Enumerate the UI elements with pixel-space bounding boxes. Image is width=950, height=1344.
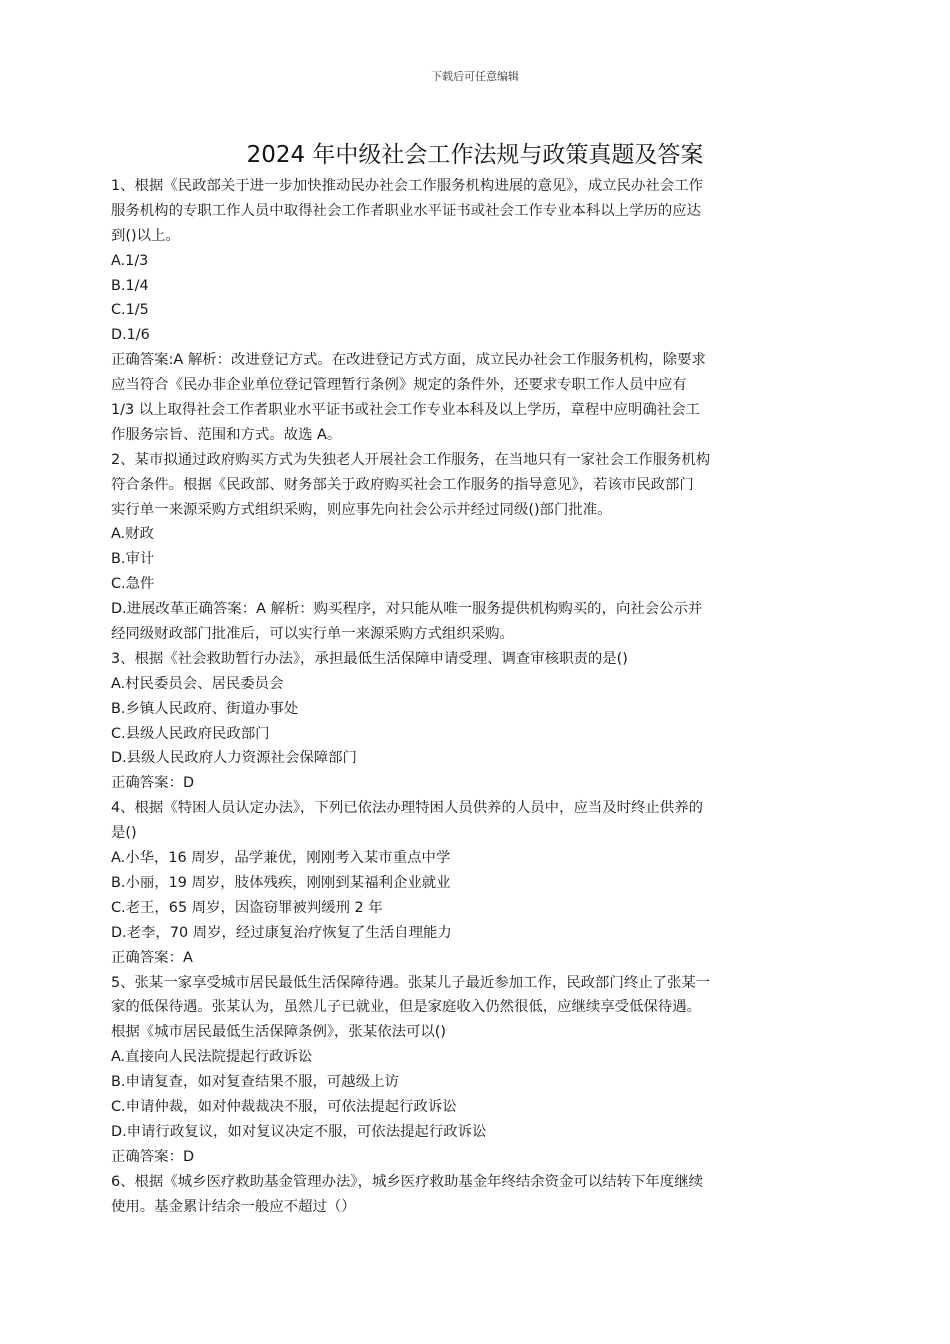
text-line: 6、根据《城乡医疗救助基金管理办法》，城乡医疗救助基金年终结余资金可以结转下年度继续 [111,1173,703,1190]
text-line: 服务机构的专职工作人员中取得社会工作者职业水平证书或社会工作专业本科以上学历的应达 [111,202,702,219]
option-line: D.1/6 [111,327,150,344]
option-line: C.1/5 [111,302,149,319]
text-line: 使用。基金累计结余一般应不超过（） [111,1198,356,1215]
text-line: 1、根据《民政部关于进一步加快推动民办社会工作服务机构进展的意见》，成立民办社会工作 [111,178,703,194]
answer-line: 正确答案:A 解析：改进登记方式。在改进登记方式方面，成立民办社会工作服务机构，除要求 [111,352,706,369]
option-line: B.审计 [111,551,155,568]
option-line: B.小丽，19 周岁，肢体残疾，刚刚到某福利企业就业 [111,874,451,891]
answer-line: 1/3 以上取得社会工作者职业水平证书或社会工作专业本科及以上学历，章程中应明确社会工 [111,402,700,419]
option-line: A.直接向人民法院提起行政诉讼 [111,1049,313,1066]
text-line: 是() [111,825,137,842]
text-line: 根据《城市居民最低生活保障条例》，张某依法可以() [111,1024,447,1041]
answer-line: 正确答案：D [111,1148,195,1165]
document-body [111,174,811,1219]
option-line: C.老王，65 周岁，因盗窃罪被判缓刑 2 年 [111,899,383,916]
answer-line: 应当符合《民办非企业单位登记管理暂行条例》规定的条件外，还要求专职工作人员中应有 [111,377,687,394]
text-line: 符合条件。根据《民政部、财务部关于政府购买社会工作服务的指导意见》，若该市民政部门 [111,476,694,493]
option-line: C.申请仲裁，如对仲裁裁决不服，可依法提起行政诉讼 [111,1098,457,1115]
answer-line: 经同级财政部门批准后，可以实行单一来源采购方式组织采购。 [111,626,514,643]
option-line: C.急件 [111,576,155,593]
option-line: A.财政 [111,526,154,543]
text-line: 2、某市拟通过政府购买方式为失独老人开展社会工作服务，在当地只有一家社会工作服务机构 [111,451,711,468]
option-line: C.县级人民政府民政部门 [111,725,270,742]
page-header: 下载后可任意编辑 [431,70,519,83]
option-line: D.进展改革正确答案：A 解析：购买程序，对只能从唯一服务提供机构购买的，向社会公示并 [111,601,703,618]
option-line: B.1/4 [111,277,149,294]
text-line: 5、张某一家享受城市居民最低生活保障待遇。张某儿子最近参加工作，民政部门终止了张某一 [111,974,711,991]
option-line: D.申请行政复议，如对复议决定不服，可依法提起行政诉讼 [111,1123,487,1140]
option-line: D.老李，70 周岁，经过康复治疗恢复了生活自理能力 [111,924,452,941]
document-title: 2024 年中级社会工作法规与政策真题及答案 [246,142,704,168]
answer-line: 正确答案：D [111,775,195,792]
text-line: 家的低保待遇。张某认为，虽然儿子已就业，但是家庭收入仍然很低，应继续享受低保待遇。 [111,999,702,1016]
option-line: A.村民委员会、居民委员会 [111,675,284,692]
answer-line: 作服务宗旨、范围和方式。故选 A。 [111,426,342,443]
option-line: A.1/3 [111,252,149,269]
text-line: 到()以上。 [111,227,180,244]
answer-line: 正确答案：A [111,949,193,966]
text-line: 3、根据《社会救助暂行办法》，承担最低生活保障申请受理、调查审核职责的是() [111,650,628,667]
option-line: D.县级人民政府人力资源社会保障部门 [111,750,357,767]
option-line: B.申请复查，如对复查结果不服，可越级上访 [111,1074,399,1091]
text-line: 4、根据《特困人员认定办法》，下列已依法办理特困人员供养的人员中，应当及时终止供养的 [111,800,703,817]
option-line: A.小华，16 周岁，品学兼优，刚刚考入某市重点中学 [111,850,451,867]
option-line: B.乡镇人民政府、街道办事处 [111,700,299,717]
text-line: 实行单一来源采购方式组织采购，则应事先向社会公示并经过同级()部门批准。 [111,501,612,518]
